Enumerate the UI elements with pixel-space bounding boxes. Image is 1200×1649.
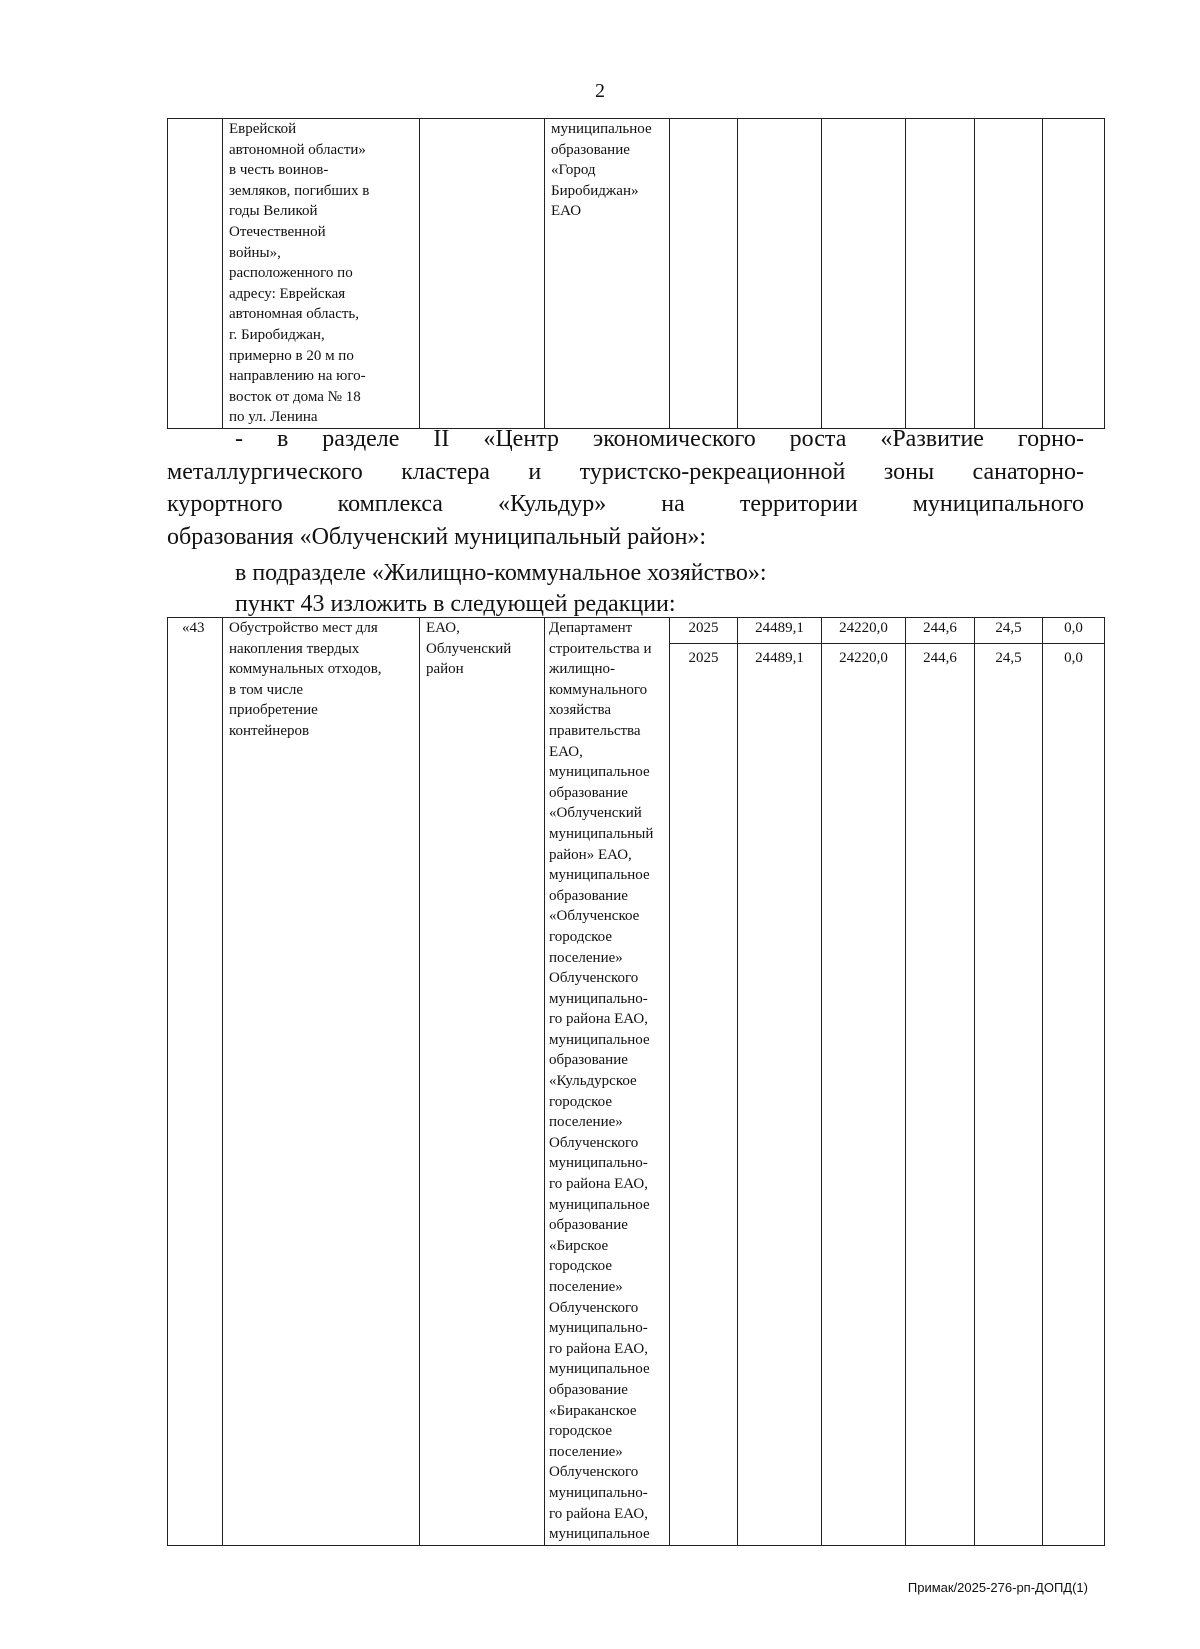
paragraph-line: курортного комплекса «Кульдур» на территории муниципального: [167, 491, 1084, 517]
cell-empty: [906, 119, 975, 429]
executor-cell: Департамент строительства и жилищно- коммунального хозяйства правительства ЕАО, муниципальное образование «Облученский муниципальный район» ЕАО, муниципальное образование «Облученское городское поселение» Облученского муниципально- го района ЕАО, муниципальное образование «Кульдурское городское поселение» Облученского муниципально- го района ЕАО, муниципальное образование «Бирское городское поселение» Облученского муниципально- го района ЕАО, муниципальное образование «Бираканское городское поселение» Облученского муниципально- го района ЕАО, муниципальное: [545, 618, 670, 1546]
executor-cell: муниципальное образование «Город Биробиджан» ЕАО: [545, 119, 670, 429]
location-cell: ЕАО, Облученский район: [420, 618, 545, 1546]
paragraph-subsection: в подразделе «Жилищно-коммунальное хозяйство»:: [235, 560, 767, 586]
regional-cell: 244,6: [906, 618, 975, 644]
item-number-cell: «43: [168, 618, 223, 1546]
paragraph-line: образования «Облученский муниципальный район»:: [167, 523, 707, 550]
document-footer: Примак/2025-276-рп-ДОПД(1): [907, 1580, 1088, 1595]
other-cell: 0,0: [1043, 618, 1105, 644]
cell-empty: [822, 119, 906, 429]
cell-empty: [1043, 119, 1105, 429]
federal-cell: 24220,0: [822, 644, 906, 1545]
cell-empty: [670, 119, 738, 429]
year-cell: 2025: [670, 618, 738, 644]
federal-cell: 24220,0: [822, 618, 906, 644]
page-number: 2: [595, 80, 605, 102]
paragraph-section-ii: [167, 423, 1084, 553]
total-cell: 24489,1: [738, 644, 822, 1545]
paragraph-line: металлургического кластера и туристско-рекреационной зоны санаторно-: [167, 458, 1084, 485]
item-name-cell: Обустройство мест для накопления твердых коммунальных отходов, в том числе приобретение контейнеров: [223, 618, 420, 1546]
local-cell: 24,5: [975, 618, 1043, 644]
cell-empty: [420, 119, 545, 429]
local-cell: 24,5: [975, 644, 1043, 1545]
cell-empty: [975, 119, 1043, 429]
paragraph-item-43: пункт 43 изложить в следующей редакции:: [235, 591, 676, 617]
cell-empty: [738, 119, 822, 429]
other-cell: 0,0: [1043, 644, 1105, 1545]
regional-cell: 244,6: [906, 644, 975, 1545]
table-continuation: [167, 118, 1105, 429]
cell-empty: [168, 119, 223, 429]
object-name-cell: Еврейской автономной области» в честь воинов- земляков, погибших в годы Великой Отечественной войны», расположенного по адресу: Еврейская автономная область, г. Биробиджан, примерно в 20 м по направлению на юго- восток от дома № 18 по ул. Ленина: [223, 119, 420, 429]
table-item-43: [167, 617, 1105, 1546]
year-cell: 2025: [670, 644, 738, 1545]
paragraph-line: - в разделе II «Центр экономического роста «Развитие горно-: [235, 426, 1084, 452]
total-cell: 24489,1: [738, 618, 822, 644]
